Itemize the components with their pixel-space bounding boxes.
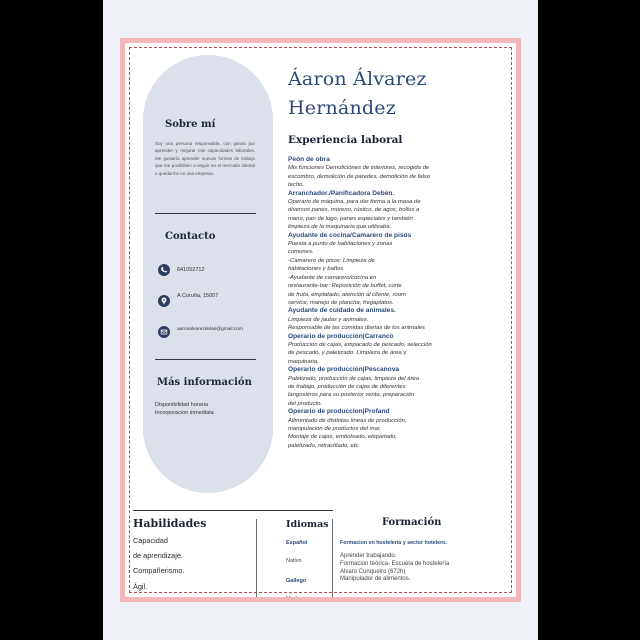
contact-email[interactable]: aaronalvarezdelas@gmail.com [177, 327, 243, 332]
job-title: Ayudante de cocina/Camarero de pisos [288, 231, 412, 239]
job-description-line: Paletizado, producción de cajas, limpieza del área [288, 375, 419, 382]
job-title: Operario de produccion|Profand [288, 408, 390, 416]
resume-page [120, 38, 521, 602]
languages-heading: Idiomas [286, 519, 329, 530]
phone-icon [158, 264, 170, 276]
column-divider [332, 519, 333, 602]
skill-item: Ágil. [133, 581, 148, 591]
skills-heading: Habilidades [133, 517, 207, 530]
job-description-line: langostinos para su posterior venta, preparación [288, 392, 415, 399]
job-description-line: mano, pan de lugo, panes especiales y también [288, 215, 413, 222]
job-description-line: de trabajo, producción de cajas de diferentes [288, 383, 406, 390]
skill-item: Proactivo. [133, 596, 166, 602]
job-description-line: -Camarero de pisos: Limpieza de [288, 257, 375, 264]
job-description-line: Montaje de cajas, embolsado, etiquetado, [288, 434, 398, 441]
job-description-line: restaurante-bar: Reposición de buffet, corte [288, 283, 402, 290]
job-description-line: Produccion de cajas, empacado de pescado, selección [288, 341, 432, 348]
training-title: Formacion en hosteleria y sector hotelero. [340, 540, 447, 546]
job-description-line: Puesta a punto de habitaciones y zonas [288, 241, 393, 248]
language-name: Gallego [286, 578, 307, 584]
contact-phone: 641052712 [177, 267, 205, 273]
training-line: Alvaro Cunqueiro (672h) [340, 568, 406, 575]
language-name: Español [286, 540, 308, 546]
job-description-line: techo. [288, 182, 305, 189]
job-description-line: maquinaria. [288, 358, 319, 365]
contact-address: A Coruña, 15007 [177, 293, 219, 299]
more-info-line: Incorporacion inmediata [155, 410, 214, 416]
skill-item: Compañerismo. [133, 566, 185, 576]
location-icon [158, 295, 170, 307]
job-description-line: manipulación de productos del mar, [288, 426, 381, 432]
bottom-divider [133, 510, 333, 511]
about-text: Soy una persona responsable, con ganas por aprender y mejorar mis capacidades laborales. Me gustaría aprender nuevas formas de trabajo que me posibiliten a seguir en el mercado laboral o quedarme en una empresa. [155, 141, 255, 176]
skills-list [133, 533, 185, 602]
more-info-line: Disponibilidad horaria [155, 402, 208, 408]
job-description-line: del producto. [288, 400, 323, 407]
candidate-name [288, 65, 427, 123]
experience-heading: Experiencia laboral [288, 134, 403, 146]
job-description-line: habitaciones y baños. [288, 266, 345, 273]
job-description-line: Mis funciones Demoliciónes de interiores, recogida de [288, 165, 430, 172]
job-description-line: comunes. [288, 249, 314, 256]
job-title: Operario de producción|Pescanova [288, 366, 400, 374]
training-line: Formacion teórica- Escuela de hostelería [340, 560, 450, 567]
training-line: Aprender trabajando. [340, 553, 397, 559]
language-level: Nativo [286, 558, 302, 564]
job-description-line: service, manejo de plancha, fregaplatos. [288, 299, 394, 306]
job-description-line: escombro, demolición de paredes, demolición de falso [288, 173, 431, 180]
job-description-line: Limpieza de jaulas y animales. [288, 316, 369, 323]
job-description-line: limpieza de la maquinaria que utilizaba. [288, 224, 392, 231]
email-icon [158, 326, 170, 338]
job-description-line: de pescado, y paletizado. Limpieza de área y [288, 350, 407, 357]
job-title: Operario de producción|Carranco [288, 332, 394, 340]
job-description-line: de fruta, emplatado, atención al cliente, room [288, 291, 406, 298]
training-heading: Formación [382, 517, 442, 528]
job-description-line: paletizado, retractilado, etc. [288, 442, 361, 449]
about-heading: Sobre mí [165, 119, 216, 130]
skill-item: Capacidad [133, 536, 168, 545]
training-line: Manipulador de alimentos. [340, 576, 411, 583]
language-level: Medio [286, 596, 301, 602]
name-line-1: Áaron Álvarez [288, 68, 427, 90]
job-description-line: diversos panes, moreno, rústico, de agos, bollos a [288, 207, 420, 214]
training-details [340, 553, 449, 584]
job-description-line: Responsable de las comidas diarias de los animales [288, 325, 425, 332]
job-title: Arranchador./Panificadora Debén. [288, 189, 395, 197]
job-title: Ayudante de cuidado de animales. [288, 307, 396, 315]
job-description-line: Operario de máquina, para dar forma a la masa de [288, 199, 421, 206]
contact-heading: Contacto [165, 231, 216, 242]
more-info-heading: Más información [157, 377, 252, 388]
job-description-line: -Ayudante de camarero/cocina en [288, 274, 377, 281]
job-title: Peón de obra [288, 156, 330, 163]
job-description-line: Alimentado de distintas líneas de producción, [288, 417, 407, 424]
sidebar-divider [155, 359, 256, 360]
skill-item: de aprendizaje. [133, 551, 183, 561]
experience-list [288, 156, 468, 450]
name-line-2: Hernández [288, 97, 396, 119]
column-divider [256, 519, 257, 602]
sidebar-divider [155, 213, 256, 214]
